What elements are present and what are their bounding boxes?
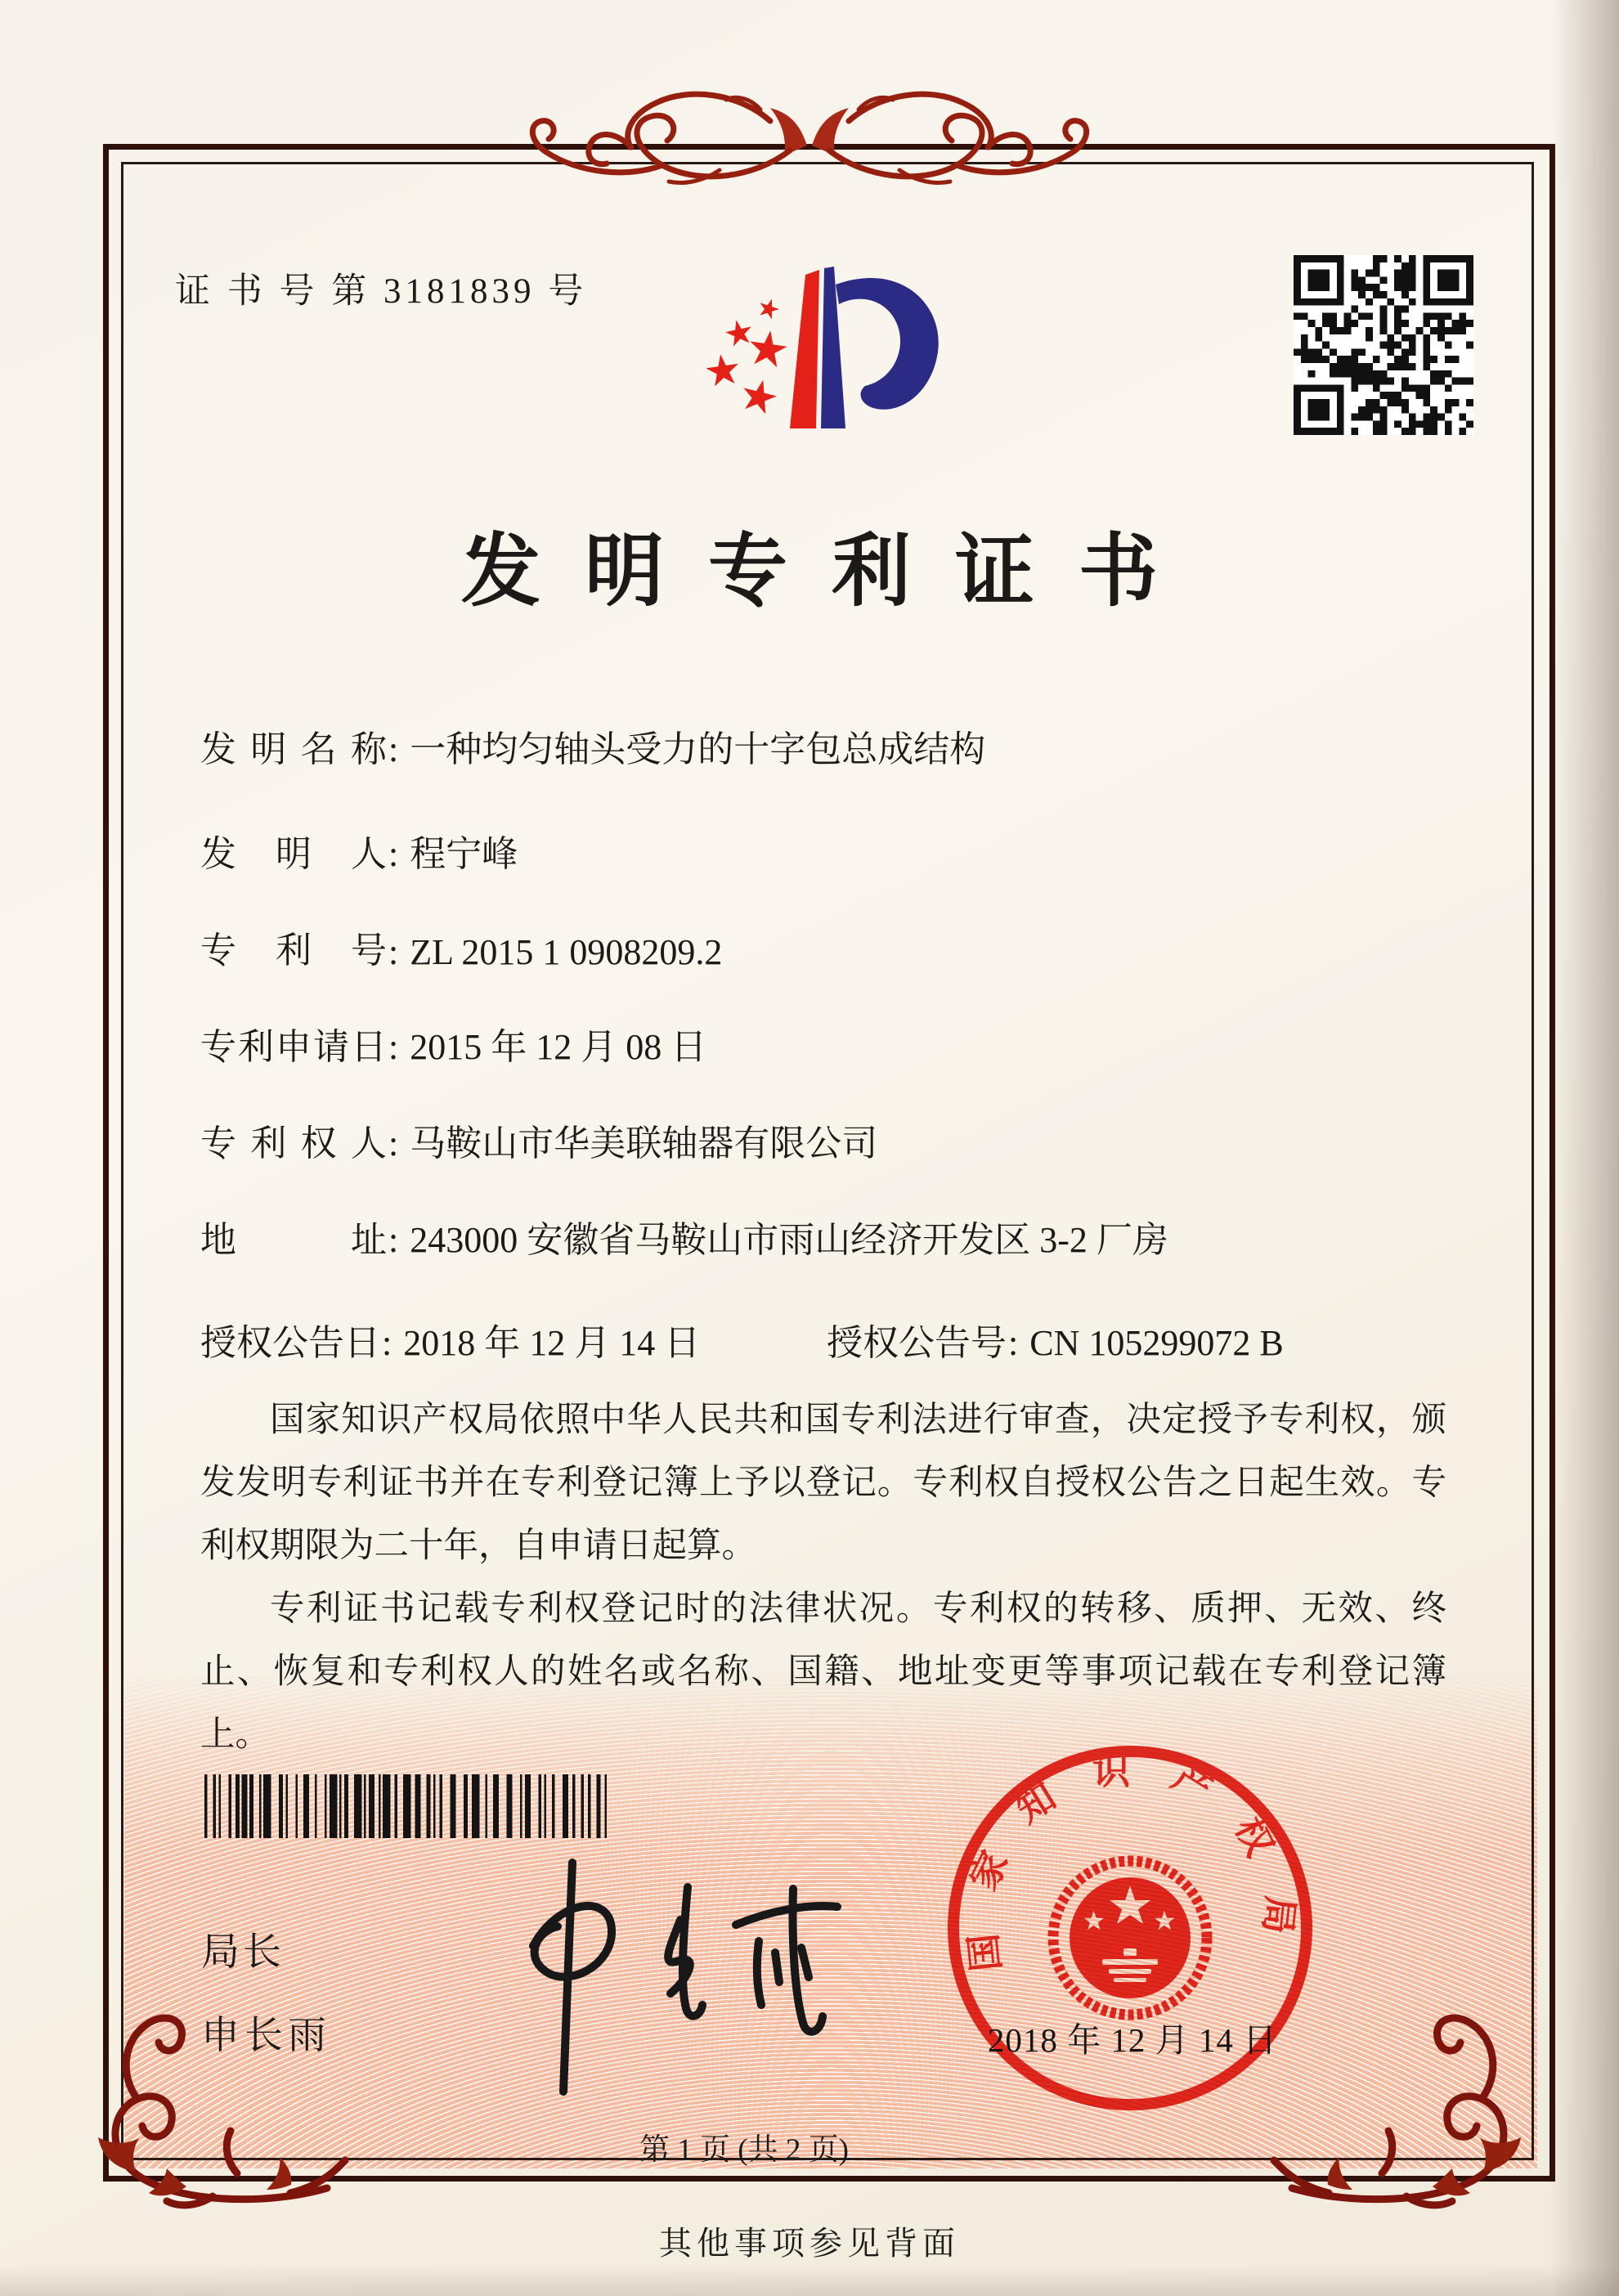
grant-row: 授权公告日: 2018 年 12 月 14 日 授权公告号: CN 105299072 B (200, 1313, 1476, 1365)
field-label: 地 址 (200, 1220, 387, 1260)
field-label: 专 利 申 请 日 (200, 1027, 387, 1067)
top-flourish-ornament (499, 74, 1120, 208)
grant-date-label: 授权公告日 (200, 1323, 380, 1363)
field-row-patent-number: 专 利 号 : ZL 2015 1 0908209.2 (200, 921, 1476, 973)
back-side-note: 其他事项参见背面 (659, 2225, 960, 2262)
seal-date: 2018 年 12 月 14 日 (987, 2021, 1278, 2059)
field-row-address: 地 址 : 243000 安徽省马鞍山市雨山经济开发区 3-2 厂房 (200, 1210, 1476, 1262)
director-title: 局长 (201, 1931, 285, 1974)
field-value: 243000 安徽省马鞍山市雨山经济开发区 3-2 厂房 (410, 1220, 1168, 1260)
field-value: ZL 2015 1 0908209.2 (410, 932, 723, 972)
grant-number-group: 授权公告号: CN 105299072 B (827, 1323, 1284, 1363)
field-row-inventor: 发 明 人 : 程宁峰 (200, 824, 1476, 877)
field-value: 2015 年 12 月 08 日 (410, 1027, 707, 1067)
qr-code (1294, 255, 1473, 435)
field-row-patentee: 专 利 权 人 : 马鞍山市华美联轴器有限公司 (200, 1114, 1476, 1166)
field-row-invention-name: 发 明 名 称 : 一种均匀轴头受力的十字包总成结构 (200, 720, 1476, 772)
page-number: 第 1 页 (共 2 页) (639, 2133, 849, 2167)
logo-blue-p-bowl (836, 278, 939, 410)
scan-edge-shadow (1550, 0, 1619, 2296)
seal-ring-text: 国家知识产权局 (958, 1750, 1302, 1974)
field-label: 发 明 人 (200, 834, 387, 874)
legal-body-text (200, 1388, 1446, 1766)
field-row-filing-date: 专 利 申 请 日 : 2015 年 12 月 08 日 (200, 1017, 1476, 1070)
field-label: 专 利 权 人 (200, 1123, 387, 1164)
grant-date-value: 2018 年 12 月 14 日 (403, 1323, 701, 1363)
field-value: 一种均匀轴头受力的十字包总成结构 (410, 729, 986, 769)
logo-red-wedge (790, 270, 819, 428)
field-value: 程宁峰 (410, 834, 518, 874)
patent-office-logo (693, 242, 955, 492)
field-label: 专 利 号 (200, 931, 387, 971)
grant-number-label: 授权公告号 (827, 1323, 1007, 1363)
certificate-number: 证 书 号 第 3181839 号 (175, 272, 588, 311)
director-signature (435, 1841, 893, 2111)
body-paragraph-1: 国家知识产权局依照中华人民共和国专利法进行审查，决定授予专利权，颁发发明专利证书并在专利登记簿上予以登记。专利权自授权公告之日起生效。专利权期限为二十年，自申请日起算。 (200, 1401, 1446, 1565)
seal-national-emblem (1053, 1861, 1207, 2015)
field-value: 马鞍山市华美联轴器有限公司 (410, 1123, 878, 1164)
director-name: 申长雨 (201, 2015, 331, 2057)
grant-number-value: CN 105299072 B (1029, 1323, 1284, 1363)
logo-stars (704, 296, 789, 416)
field-label: 发 明 名 称 (200, 729, 387, 769)
certificate-title: 发明专利证书 (461, 528, 1202, 616)
body-paragraph-2: 专利证书记载专利权登记时的法律状况。专利权的转移、质押、无效、终止、恢复和专利权人的姓名或名称、国籍、地址变更等事项记载在专利登记簿上。 (200, 1590, 1446, 1754)
barcode (204, 1774, 608, 1838)
scan-bottom-shadow (0, 2265, 1619, 2296)
